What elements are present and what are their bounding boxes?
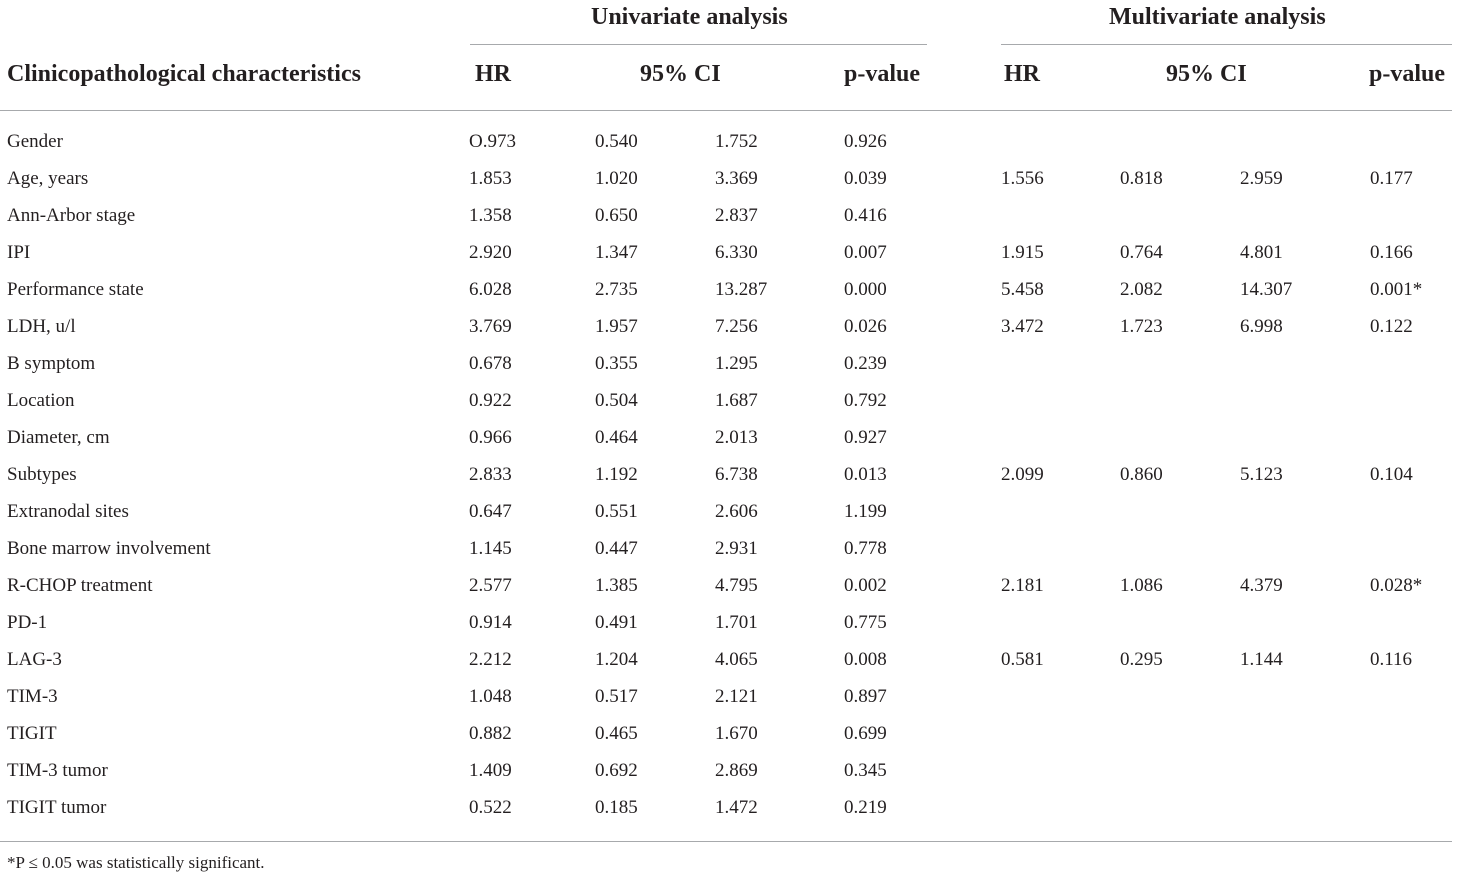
uni-ci-lower: 0.650 xyxy=(595,205,638,226)
row-label: Gender xyxy=(7,131,63,152)
uni-p-value: 0.775 xyxy=(844,612,887,633)
characteristics-column-header: Clinicopathological characteristics xyxy=(7,61,361,87)
row-label: R-CHOP treatment xyxy=(7,575,153,596)
uni-hr: 2.920 xyxy=(469,242,512,263)
uni-hr: 0.678 xyxy=(469,353,512,374)
uni-p-value: 0.927 xyxy=(844,427,887,448)
row-label: Bone marrow involvement xyxy=(7,538,211,559)
uni-p-value: 0.002 xyxy=(844,575,887,596)
multi-hr: 5.458 xyxy=(1001,279,1044,300)
row-label: B symptom xyxy=(7,353,96,374)
uni-ci-lower: 0.491 xyxy=(595,612,638,633)
uni-ci-upper: 13.287 xyxy=(715,279,768,300)
uni-ci-lower: 2.735 xyxy=(595,279,638,300)
row-label: PD-1 xyxy=(7,612,48,633)
uni-ci-upper: 1.472 xyxy=(715,797,758,818)
uni-p-value: 0.792 xyxy=(844,390,887,411)
multi-ci-lower: 2.082 xyxy=(1120,279,1163,300)
uni-hr: 0.922 xyxy=(469,390,512,411)
uni-p-value: 1.199 xyxy=(844,501,887,522)
table-bottom-rule xyxy=(0,841,1452,842)
uni-p-value: 0.239 xyxy=(844,353,887,374)
multi-hr: 1.915 xyxy=(1001,242,1044,263)
uni-hr: 0.522 xyxy=(469,797,512,818)
uni-ci-upper: 2.121 xyxy=(715,686,758,707)
multi-ci-lower: 1.086 xyxy=(1120,575,1163,596)
multivariate-hr-header: HR xyxy=(1004,61,1040,87)
multi-ci-upper: 2.959 xyxy=(1240,168,1283,189)
uni-hr: O.973 xyxy=(469,131,516,152)
row-label: LAG-3 xyxy=(7,649,62,670)
univariate-p-value-header: p-value xyxy=(844,61,921,87)
uni-p-value: 0.000 xyxy=(844,279,887,300)
multi-hr: 2.099 xyxy=(1001,464,1044,485)
uni-hr: 2.833 xyxy=(469,464,512,485)
uni-ci-upper: 2.606 xyxy=(715,501,758,522)
uni-hr: 3.769 xyxy=(469,316,512,337)
row-label: TIGIT tumor xyxy=(7,797,107,818)
uni-hr: 0.882 xyxy=(469,723,512,744)
multi-ci-lower: 0.295 xyxy=(1120,649,1163,670)
multi-p-value: 0.177 xyxy=(1370,168,1413,189)
uni-p-value: 0.007 xyxy=(844,242,887,263)
uni-hr: 1.853 xyxy=(469,168,512,189)
uni-hr: 0.966 xyxy=(469,427,512,448)
uni-ci-upper: 1.687 xyxy=(715,390,758,411)
uni-ci-upper: 2.869 xyxy=(715,760,758,781)
uni-p-value: 0.008 xyxy=(844,649,887,670)
row-label: Extranodal sites xyxy=(7,501,129,522)
row-label: Age, years xyxy=(7,168,89,189)
uni-hr: 1.409 xyxy=(469,760,512,781)
row-label: TIM-3 xyxy=(7,686,58,707)
univariate-ci-header: 95% CI xyxy=(640,61,721,87)
row-label: LDH, u/l xyxy=(7,316,76,337)
uni-ci-lower: 0.185 xyxy=(595,797,638,818)
multi-ci-upper: 4.379 xyxy=(1240,575,1283,596)
uni-p-value: 0.416 xyxy=(844,205,887,226)
multi-ci-upper: 1.144 xyxy=(1240,649,1283,670)
uni-hr: 6.028 xyxy=(469,279,512,300)
uni-ci-upper: 4.065 xyxy=(715,649,758,670)
uni-ci-upper: 6.738 xyxy=(715,464,758,485)
uni-ci-upper: 2.837 xyxy=(715,205,758,226)
multi-p-value: 0.001* xyxy=(1370,279,1423,300)
multi-ci-upper: 6.998 xyxy=(1240,316,1283,337)
row-label: Performance state xyxy=(7,279,144,300)
multi-p-value: 0.104 xyxy=(1370,464,1413,485)
multi-p-value: 0.122 xyxy=(1370,316,1413,337)
uni-ci-upper: 1.752 xyxy=(715,131,758,152)
uni-ci-lower: 0.517 xyxy=(595,686,638,707)
uni-p-value: 0.345 xyxy=(844,760,887,781)
uni-ci-upper: 2.931 xyxy=(715,538,758,559)
uni-ci-lower: 0.465 xyxy=(595,723,638,744)
uni-ci-lower: 1.204 xyxy=(595,649,638,670)
row-label: Ann-Arbor stage xyxy=(7,205,136,226)
uni-ci-lower: 1.192 xyxy=(595,464,638,485)
multi-ci-upper: 5.123 xyxy=(1240,464,1283,485)
multi-ci-upper: 14.307 xyxy=(1240,279,1293,300)
uni-ci-lower: 0.692 xyxy=(595,760,638,781)
uni-ci-lower: 0.540 xyxy=(595,131,638,152)
univariate-hr-header: HR xyxy=(475,61,511,87)
row-label: IPI xyxy=(7,242,31,263)
uni-p-value: 0.219 xyxy=(844,797,887,818)
uni-hr: 1.145 xyxy=(469,538,512,559)
multi-hr: 2.181 xyxy=(1001,575,1044,596)
multivariate-header-rule xyxy=(1001,44,1452,45)
uni-ci-lower: 1.957 xyxy=(595,316,638,337)
header-bottom-rule xyxy=(0,110,1452,111)
uni-hr: 2.212 xyxy=(469,649,512,670)
uni-ci-upper: 1.701 xyxy=(715,612,758,633)
uni-ci-lower: 1.347 xyxy=(595,242,638,263)
uni-p-value: 0.897 xyxy=(844,686,887,707)
uni-hr: 0.914 xyxy=(469,612,512,633)
uni-ci-lower: 1.385 xyxy=(595,575,638,596)
multi-hr: 1.556 xyxy=(1001,168,1044,189)
uni-hr: 2.577 xyxy=(469,575,512,596)
uni-ci-upper: 2.013 xyxy=(715,427,758,448)
uni-ci-upper: 1.295 xyxy=(715,353,758,374)
uni-p-value: 0.013 xyxy=(844,464,887,485)
uni-p-value: 0.699 xyxy=(844,723,887,744)
uni-ci-lower: 0.355 xyxy=(595,353,638,374)
row-label: Diameter, cm xyxy=(7,427,110,448)
multi-ci-upper: 4.801 xyxy=(1240,242,1283,263)
univariate-header-rule xyxy=(470,44,927,45)
univariate-group-header: Univariate analysis xyxy=(591,4,788,30)
uni-ci-upper: 4.795 xyxy=(715,575,758,596)
multivariate-group-header: Multivariate analysis xyxy=(1109,4,1326,30)
uni-p-value: 0.778 xyxy=(844,538,887,559)
multi-ci-lower: 1.723 xyxy=(1120,316,1163,337)
uni-ci-upper: 3.369 xyxy=(715,168,758,189)
multi-p-value: 0.028* xyxy=(1370,575,1423,596)
multi-p-value: 0.116 xyxy=(1370,649,1413,670)
row-label: Location xyxy=(7,390,75,411)
row-label: TIGIT xyxy=(7,723,57,744)
uni-ci-upper: 7.256 xyxy=(715,316,758,337)
uni-hr: 1.048 xyxy=(469,686,512,707)
uni-ci-upper: 6.330 xyxy=(715,242,758,263)
uni-ci-lower: 0.551 xyxy=(595,501,638,522)
multivariate-ci-header: 95% CI xyxy=(1166,61,1247,87)
multi-p-value: 0.166 xyxy=(1370,242,1413,263)
row-label: TIM-3 tumor xyxy=(7,760,108,781)
footnote: *P ≤ 0.05 was statistically significant. xyxy=(7,853,265,872)
uni-p-value: 0.039 xyxy=(844,168,887,189)
multi-ci-lower: 0.764 xyxy=(1120,242,1163,263)
uni-ci-upper: 1.670 xyxy=(715,723,758,744)
uni-ci-lower: 0.464 xyxy=(595,427,638,448)
uni-hr: 0.647 xyxy=(469,501,512,522)
uni-p-value: 0.926 xyxy=(844,131,887,152)
multi-hr: 0.581 xyxy=(1001,649,1044,670)
multi-ci-lower: 0.860 xyxy=(1120,464,1163,485)
uni-ci-lower: 1.020 xyxy=(595,168,638,189)
uni-hr: 1.358 xyxy=(469,205,512,226)
uni-ci-lower: 0.447 xyxy=(595,538,638,559)
uni-ci-lower: 0.504 xyxy=(595,390,638,411)
multi-hr: 3.472 xyxy=(1001,316,1044,337)
multivariate-p-value-header: p-value xyxy=(1369,61,1446,87)
row-label: Subtypes xyxy=(7,464,77,485)
multi-ci-lower: 0.818 xyxy=(1120,168,1163,189)
uni-p-value: 0.026 xyxy=(844,316,887,337)
